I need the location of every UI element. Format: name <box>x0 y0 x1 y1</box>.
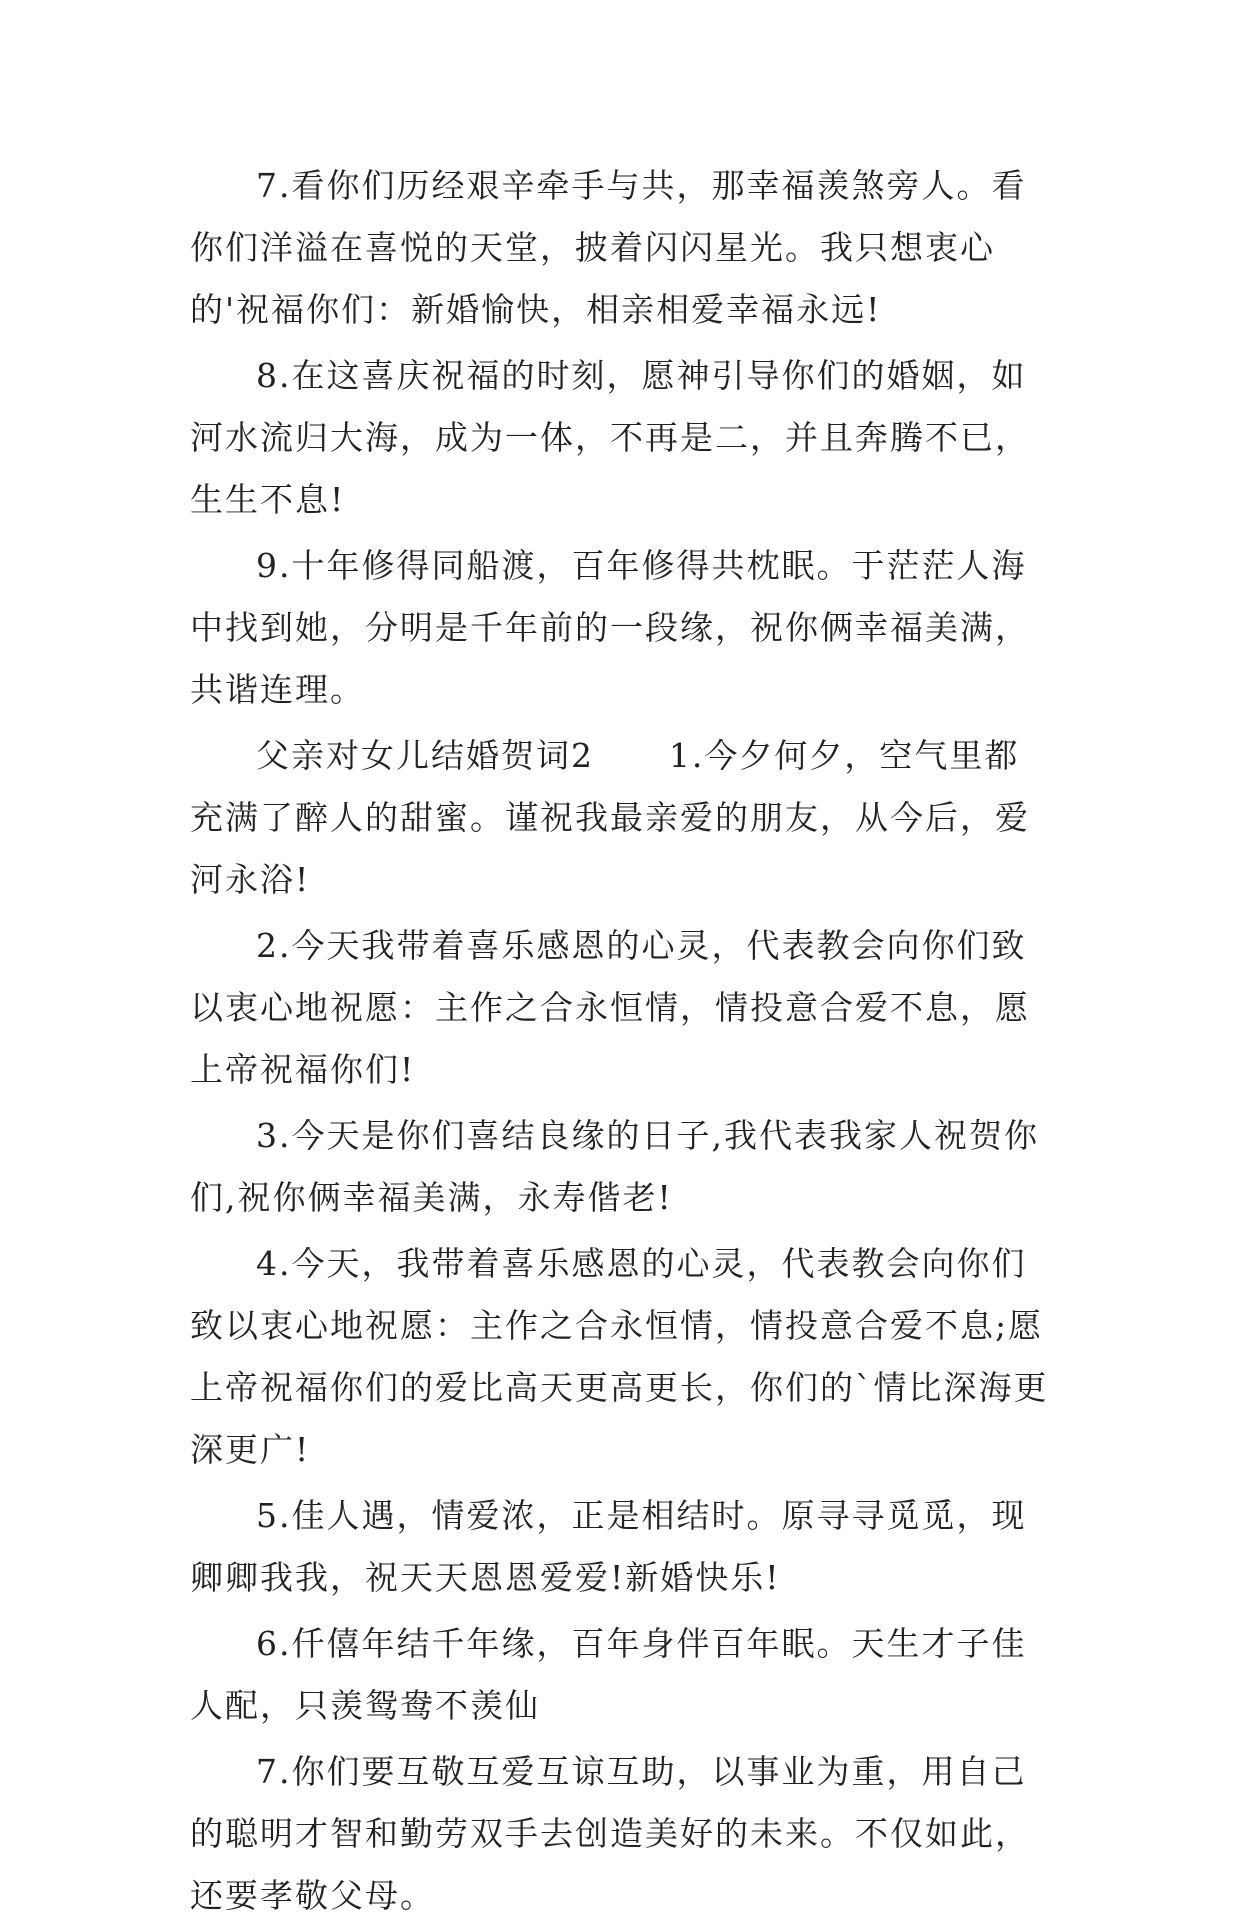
paragraph: 父亲对女儿结婚贺词2 1.今夕何夕，空气里都充满了醉人的甜蜜。谨祝我最亲爱的朋友，从今后，爱河永浴! <box>190 736 1030 899</box>
paragraph: 4.今天，我带着喜乐感恩的心灵，代表教会向你们致以衷心地祝愿：主作之合永恒情，情投意合爱不息;愿上帝祝福你们的爱比高天更高更长，你们的`情比深海更深更广! <box>190 1244 1049 1469</box>
paragraph: 5.佳人遇，情爱浓，正是相结时。原寻寻觅觅，现卿卿我我，祝天天恩恩爱爱!新婚快乐! <box>190 1496 1027 1597</box>
paragraph: 7.看你们历经艰辛牵手与共，那幸福羡煞旁人。看你们洋溢在喜悦的天堂，披着闪闪星光。我只想衷心的'祝福你们：新婚愉快，相亲相爱幸福永远! <box>190 166 1027 329</box>
paragraph: 2.今天我带着喜乐感恩的心灵，代表教会向你们致以衷心地祝愿：主作之合永恒情，情投意合爱不息，愿上帝祝福你们! <box>190 926 1030 1089</box>
document-body <box>190 155 1050 1931</box>
paragraph: 7.你们要互敬互爱互谅互助，以事业为重，用自己的聪明才智和勤劳双手去创造美好的未来。不仅如此，还要孝敬父母。 <box>190 1752 1030 1915</box>
paragraph: 6.仟僖年结千年缘，百年身伴百年眠。天生才子佳人配，只羡鸳鸯不羡仙 <box>190 1624 1027 1725</box>
paragraph: 8.在这喜庆祝福的时刻，愿神引导你们的婚姻，如河水流归大海，成为一体，不再是二，并且奔腾不已，生生不息! <box>190 356 1030 519</box>
paragraph: 3.今天是你们喜结良缘的日子,我代表我家人祝贺你们,祝你俩幸福美满，永寿偕老! <box>190 1116 1039 1217</box>
paragraph: 9.十年修得同船渡，百年修得共枕眠。于茫茫人海中找到她，分明是千年前的一段缘，祝你俩幸福美满，共谐连理。 <box>190 546 1030 709</box>
